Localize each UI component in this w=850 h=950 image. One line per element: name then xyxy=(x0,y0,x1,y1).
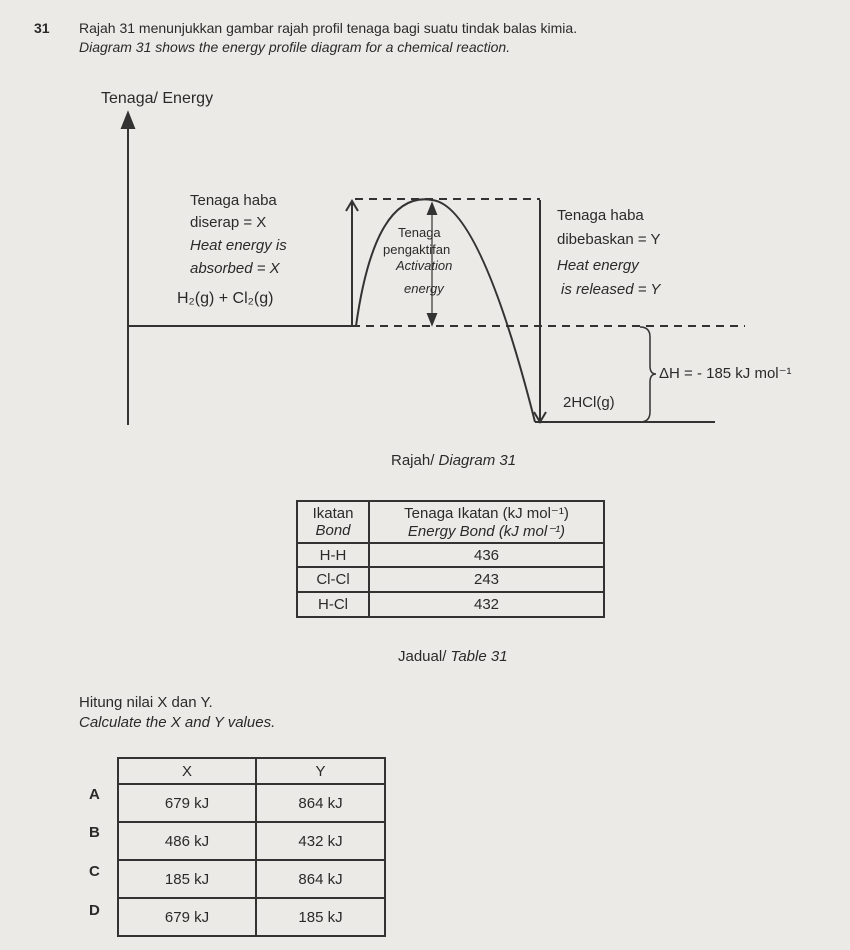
released-label-en: Heat energy xyxy=(557,257,639,274)
header-energy-en: Energy Bond (kJ mol⁻¹) xyxy=(407,523,566,540)
activation-label-ms: pengaktifan xyxy=(383,242,451,257)
y-axis-label: Tenaga/ Energy xyxy=(101,90,214,107)
question-text-ms: Rajah 31 menunjukkan gambar rajah profil tenaga bagi suatu tindak balas kimia. xyxy=(79,20,578,36)
energy-cell: 436 xyxy=(369,543,604,567)
header-bond-ms: Ikatan xyxy=(312,505,354,522)
diagram-caption xyxy=(391,452,516,469)
option-x: 185 kJ xyxy=(118,860,256,898)
caption-en: Table 31 xyxy=(450,648,508,665)
absorbed-label-ms: diserap = X xyxy=(190,214,267,231)
prompt-ms: Hitung nilai X dan Y. xyxy=(79,694,213,711)
activation-label-ms: Tenaga xyxy=(398,225,441,240)
option-row-c[interactable] xyxy=(118,860,385,898)
axis-arrow-icon xyxy=(122,113,134,128)
released-label-ms: Tenaga haba xyxy=(557,207,644,224)
option-letter-b[interactable]: B xyxy=(89,824,100,841)
header-x: X xyxy=(118,758,256,784)
delta-h-brace xyxy=(640,327,656,422)
table-row xyxy=(297,567,604,592)
energy-cell: 432 xyxy=(369,592,604,617)
energy-curve xyxy=(356,199,535,422)
released-label-en: is released = Y xyxy=(561,281,661,298)
option-y: 432 kJ xyxy=(256,822,385,860)
answer-options-table xyxy=(117,757,386,937)
caption-en: Diagram 31 xyxy=(438,452,517,469)
table-row xyxy=(297,543,604,567)
header-bond xyxy=(297,501,369,543)
table-row xyxy=(297,592,604,617)
caption-ms: Rajah/ xyxy=(391,452,435,469)
option-letter-d[interactable]: D xyxy=(89,902,100,919)
activation-arrow-up-icon xyxy=(428,204,436,214)
question-number: 31 xyxy=(34,20,50,36)
activation-label-en: energy xyxy=(404,281,444,296)
header-energy-ms: Tenaga Ikatan (kJ mol⁻¹) xyxy=(404,505,569,522)
bond-cell: H-Cl xyxy=(297,592,369,617)
question-text-en: Diagram 31 shows the energy profile diagram for a chemical reaction. xyxy=(79,39,511,55)
option-row-b[interactable] xyxy=(118,822,385,860)
energy-cell: 243 xyxy=(369,567,604,592)
products-label: 2HCl(g) xyxy=(563,394,615,411)
option-x: 486 kJ xyxy=(118,822,256,860)
prompt-en: Calculate the X and Y values. xyxy=(79,714,276,731)
bond-cell: Cl-Cl xyxy=(297,567,369,592)
bond-energy-table xyxy=(296,500,605,618)
absorbed-label-ms: Tenaga haba xyxy=(190,192,277,209)
option-x: 679 kJ xyxy=(118,784,256,822)
option-x: 679 kJ xyxy=(118,898,256,936)
option-row-a[interactable] xyxy=(118,784,385,822)
activation-label-en: Activation xyxy=(396,258,453,273)
header-bond-en: Bond xyxy=(315,522,351,539)
option-letter-a[interactable]: A xyxy=(89,786,100,803)
absorbed-label-en: absorbed = X xyxy=(190,260,280,277)
activation-arrow-down-icon xyxy=(428,314,436,324)
option-y: 185 kJ xyxy=(256,898,385,936)
header-energy xyxy=(369,501,604,543)
option-row-d[interactable] xyxy=(118,898,385,936)
table-caption xyxy=(398,648,508,665)
released-label-ms: dibebaskan = Y xyxy=(557,231,661,248)
table-header-row xyxy=(297,501,604,543)
option-y: 864 kJ xyxy=(256,784,385,822)
bond-cell: H-H xyxy=(297,543,369,567)
option-y: 864 kJ xyxy=(256,860,385,898)
header-y: Y xyxy=(256,758,385,784)
absorbed-label-en: Heat energy is xyxy=(190,237,287,254)
option-letter-c[interactable]: C xyxy=(89,863,100,880)
reactants-label: H₂(g) + Cl₂(g) xyxy=(177,290,274,307)
options-header-row xyxy=(118,758,385,784)
caption-ms: Jadual/ xyxy=(398,648,447,665)
delta-h-label: ΔH = - 185 kJ mol⁻¹ xyxy=(659,365,792,382)
